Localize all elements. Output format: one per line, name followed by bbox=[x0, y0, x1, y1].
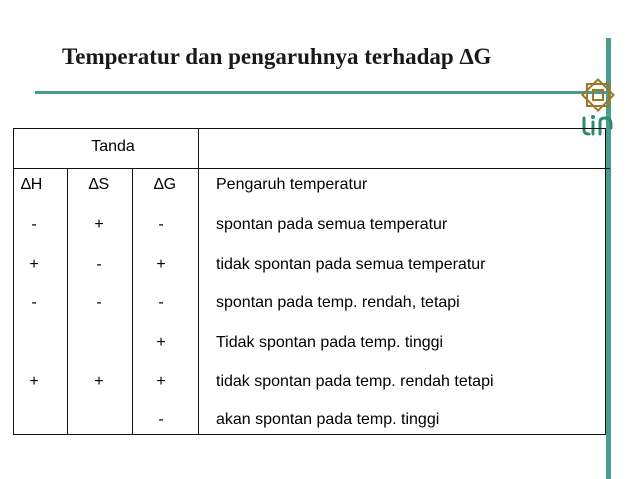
column-divider bbox=[67, 168, 68, 435]
cell-delta-s: + bbox=[94, 373, 104, 390]
cell-effect: akan spontan pada temp. tinggi bbox=[216, 411, 440, 428]
cell-delta-g: - bbox=[158, 216, 164, 233]
header-delta-s: ∆S bbox=[88, 176, 110, 193]
cell-delta-h: - bbox=[31, 294, 37, 311]
cell-delta-h: + bbox=[29, 256, 39, 273]
group-header-tanda: Tanda bbox=[91, 138, 135, 155]
cell-effect: spontan pada semua temperatur bbox=[216, 216, 448, 233]
cell-delta-g: + bbox=[156, 373, 166, 390]
table-header-border bbox=[13, 168, 610, 169]
table-right-border bbox=[605, 128, 606, 435]
cell-delta-h: + bbox=[29, 373, 39, 390]
slide-title: Temperatur dan pengaruhnya terhadap ∆G bbox=[62, 44, 492, 69]
cell-delta-g: - bbox=[158, 411, 164, 428]
cell-delta-h: - bbox=[31, 216, 37, 233]
cell-effect: Tidak spontan pada temp. tinggi bbox=[216, 334, 444, 351]
cell-delta-s: - bbox=[96, 256, 102, 273]
column-divider bbox=[132, 168, 133, 435]
cell-delta-s: + bbox=[94, 216, 104, 233]
header-delta-h: ∆H bbox=[21, 176, 43, 193]
cell-effect: tidak spontan pada temp. rendah tetapi bbox=[216, 373, 494, 390]
cell-delta-g: - bbox=[158, 294, 164, 311]
table-top-border bbox=[13, 128, 606, 129]
cell-effect: spontan pada temp. rendah, tetapi bbox=[216, 294, 460, 311]
header-delta-g: ∆G bbox=[153, 176, 177, 193]
cell-delta-g: + bbox=[156, 334, 166, 351]
cell-delta-g: + bbox=[156, 256, 166, 273]
cell-delta-s: - bbox=[96, 294, 102, 311]
cell-effect: tidak spontan pada semua temperatur bbox=[216, 256, 486, 273]
table-bottom-border bbox=[13, 434, 606, 435]
title-underline bbox=[35, 91, 610, 94]
column-divider bbox=[198, 128, 199, 435]
header-effect: Pengaruh temperatur bbox=[216, 176, 368, 193]
table-left-border bbox=[13, 128, 14, 435]
university-logo-icon bbox=[576, 78, 622, 140]
